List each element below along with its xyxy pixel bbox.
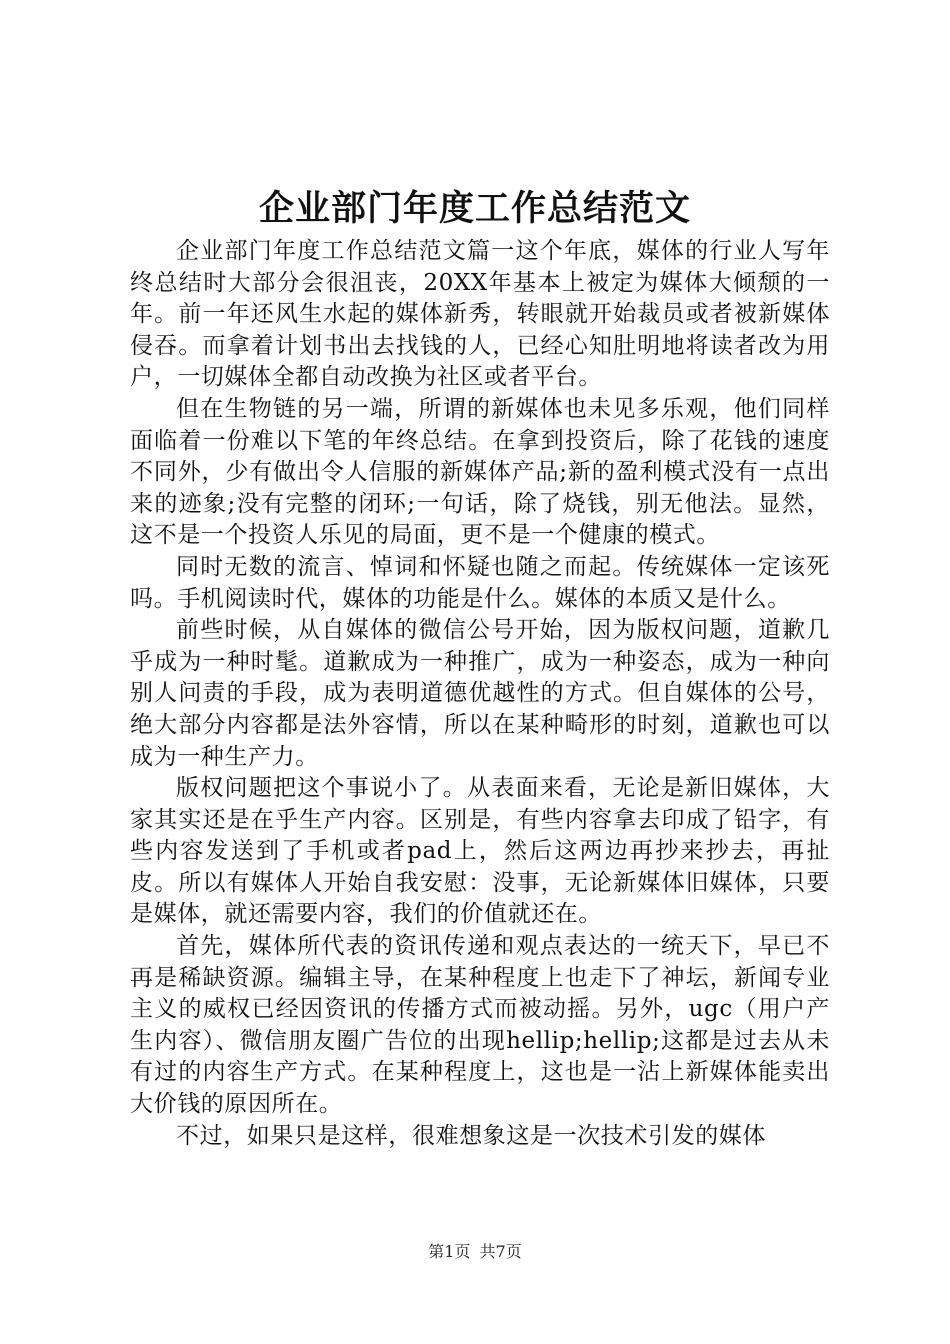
paragraph: 不过，如果只是这样，很难想象这是一次技术引发的媒体: [176, 1122, 766, 1149]
page-footer: [0, 1241, 950, 1263]
paragraph: 首先，媒体所代表的资讯传递和观点表达的一统天下，早已不再是稀缺资源。编辑主导，在某种程度上也走下了神坛，新闻专业主义的威权已经因资讯的传播方式而被动摇。另外，ugc（用户产生内容）、微信朋友圈广告位的出现hellip;hellip;这都是过去从未有过的内容生产方式。在某种程度上，这也是一沾上新媒体能卖出大价钱的原因所在。: [130, 933, 830, 1118]
paragraph: 前些时候，从自媒体的微信公号开始，因为版权问题，道歉几乎成为一种时髦。道歉成为一种推广，成为一种姿态，成为一种向别人问责的手段，成为表明道德优越性的方式。但自媒体的公号，绝大部分内容都是法外容情，所以在某种畸形的时刻，道歉也可以成为一种生产力。: [130, 617, 830, 770]
paragraph: 企业部门年度工作总结范文篇一这个年底，媒体的行业人写年终总结时大部分会很沮丧，20XX年基本上被定为媒体大倾颓的一年。前一年还风生水起的媒体新秀，转眼就开始裁员或者被新媒体侵吞。而拿着计划书出去找钱的人，已经心知肚明地将读者改为用户，一切媒体全都自动改换为社区或者平台。: [130, 238, 830, 391]
paragraph: 同时无数的流言、悼词和怀疑也随之而起。传统媒体一定该死吗。手机阅读时代，媒体的功能是什么。媒体的本质又是什么。: [130, 553, 830, 612]
page-total: 共7页: [479, 1242, 522, 1261]
paragraph: 版权问题把这个事说小了。从表面来看，无论是新旧媒体，大家其实还是在乎生产内容。区别是，有些内容拿去印成了铅字，有些内容发送到了手机或者pad上，然后这两边再抄来抄去，再扯皮。所以有媒体人开始自我安慰：没事，无论新媒体旧媒体，只要是媒体，就还需要内容，我们的价值就还在。: [130, 775, 830, 928]
page-number: 第1页: [428, 1242, 471, 1261]
document-title: 企业部门年度工作总结范文: [258, 188, 691, 229]
document-body: [130, 236, 830, 1152]
paragraph: 但在生物链的另一端，所谓的新媒体也未见多乐观，他们同样面临着一份难以下笔的年终总结。在拿到投资后，除了花钱的速度不同外，少有做出令人信服的新媒体产品;新的盈利模式没有一点出来的迹象;没有完整的闭环;一句话，除了烧钱，别无他法。显然，这不是一个投资人乐见的局面，更不是一个健康的模式。: [130, 395, 830, 549]
